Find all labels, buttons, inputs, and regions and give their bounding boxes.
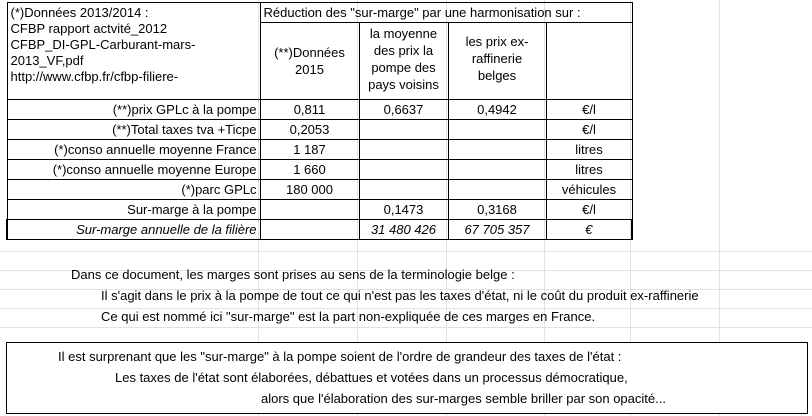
table-row [7, 160, 632, 180]
cell-2015 [260, 200, 359, 220]
cell-belges [448, 180, 546, 200]
note-line: Ce qui est nommé ici "sur-marge" est la part non-expliquée de ces marges en France. [101, 309, 596, 324]
header-voisins [359, 23, 448, 100]
cell-2015: 180 000 [260, 180, 359, 200]
header-belges-line: belges [477, 68, 517, 83]
note-line: Il s'agit dans le prix à la pompe de tout ce qui n'est pas les taxes d'état, ni le coût du produit ex-raffinerie [101, 288, 699, 303]
source-cell [7, 3, 260, 100]
remark-box [6, 342, 808, 414]
cell-unit: € [546, 220, 632, 240]
table-row [7, 140, 632, 160]
source-line: CFBP rapport actvité_2012 [10, 21, 168, 36]
cell-unit: €/l [546, 200, 632, 220]
cell-2015: 1 187 [260, 140, 359, 160]
source-line: (*)Données 2013/2014 : [10, 5, 149, 20]
cell-belges [448, 120, 546, 140]
table-row [7, 120, 632, 140]
cell-voisins: 0,1473 [359, 200, 448, 220]
remark-line: alors que l'élaboration des sur-marges semble briller par son opacité... [261, 391, 666, 406]
header-voisins-line: des prix la [373, 43, 434, 58]
reduction-header: Réduction des "sur-marge" par une harmonisation sur : [260, 3, 632, 23]
cell-belges: 0,3168 [448, 200, 546, 220]
source-link[interactable]: http://www.cfbp.fr/cfbp-filiere- [10, 69, 179, 84]
cell-belges [448, 140, 546, 160]
cell-unit: €/l [546, 120, 632, 140]
header-2015 [260, 23, 359, 100]
header-unit [546, 23, 632, 100]
cell-belges: 67 705 357 [448, 220, 546, 240]
header-2015-line2: 2015 [295, 62, 324, 77]
remark-line: Les taxes de l'état sont élaborées, débattues et votées dans un processus démocratique, [115, 370, 628, 385]
grid-line [0, 327, 812, 328]
note-line: Dans ce document, les marges sont prises au sens de la terminologie belge : [71, 267, 515, 282]
header-belges-line: raffinerie [471, 51, 523, 66]
row-label: (**)prix GPLc à la pompe [7, 100, 260, 120]
cell-voisins [359, 180, 448, 200]
margin-table [6, 2, 633, 240]
remark-line: Il est surprenant que les "sur-marge" à la pompe soient de l'ordre de grandeur des taxes de l'état : [58, 349, 622, 364]
cell-unit: litres [546, 140, 632, 160]
table-row [7, 200, 632, 220]
row-label: (*)conso annuelle moyenne France [7, 140, 260, 160]
cell-belges [448, 160, 546, 180]
table-row-total [7, 220, 632, 240]
row-label: (**)Total taxes tva +Ticpe [7, 120, 260, 140]
cell-2015: 0,811 [260, 100, 359, 120]
cell-voisins [359, 140, 448, 160]
cell-unit: véhicules [546, 180, 632, 200]
header-2015-line1: (**)Données [274, 45, 345, 60]
header-voisins-line: pays voisins [368, 77, 439, 92]
header-belges [448, 23, 546, 100]
cell-voisins [359, 160, 448, 180]
cell-2015 [260, 220, 359, 240]
cell-unit: €/l [546, 100, 632, 120]
source-line: 2013_VF,pdf [10, 53, 84, 68]
cell-voisins: 31 480 426 [359, 220, 448, 240]
cell-2015: 1 660 [260, 160, 359, 180]
cell-2015: 0,2053 [260, 120, 359, 140]
header-belges-line: les prix ex- [465, 34, 529, 49]
cell-belges: 0,4942 [448, 100, 546, 120]
row-label: Sur-marge annuelle de la filière [7, 220, 260, 240]
row-label: (*)parc GPLc [7, 180, 260, 200]
cell-voisins: 0,6637 [359, 100, 448, 120]
header-voisins-line: pompe des [371, 60, 436, 75]
cell-unit: litres [546, 160, 632, 180]
table-row [7, 180, 632, 200]
row-label: Sur-marge à la pompe [7, 200, 260, 220]
header-voisins-line: la moyenne [369, 26, 438, 41]
table-row [7, 100, 632, 120]
cell-voisins [359, 120, 448, 140]
source-line: CFBP_DI-GPL-Carburant-mars- [10, 37, 196, 52]
row-label: (*)conso annuelle moyenne Europe [7, 160, 260, 180]
grid-line [0, 251, 812, 252]
